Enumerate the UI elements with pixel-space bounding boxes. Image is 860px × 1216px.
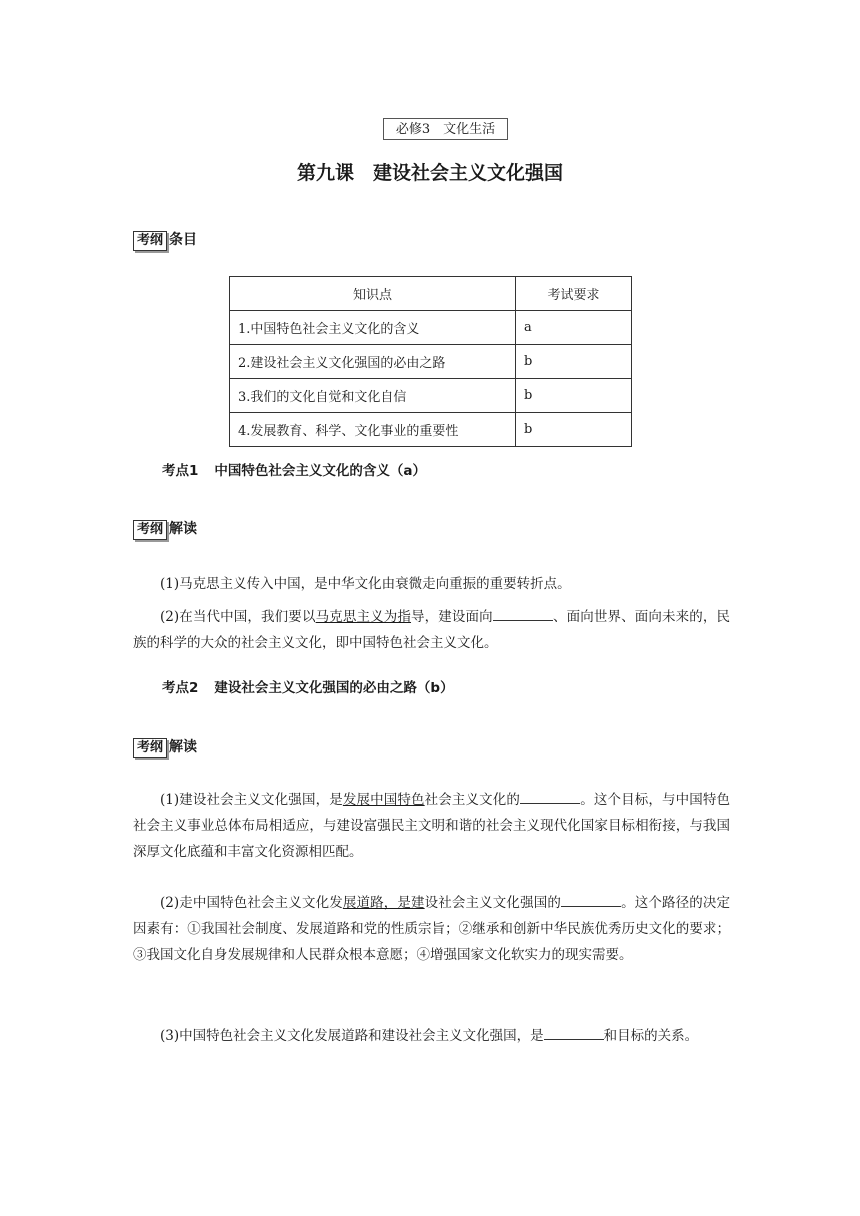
table-cell-knowledge: 4.发展教育、科学、文化事业的重要性: [230, 413, 516, 447]
fill-blank[interactable]: [544, 1025, 604, 1040]
point2-paragraph-1: (1)建设社会主义文化强国，是发展中国特色社会主义文化的 。这个目标，与中国特色社会主义事业总体布局相适应，与建设富强民主文明和谐的社会主义现代化国家目标相衔接，与我国深厚文化底蕴和丰富文化资源相匹配。: [133, 787, 730, 865]
point2-title: 建设社会主义文化强国的必由之路（b）: [214, 680, 454, 696]
table-row: [230, 413, 632, 447]
syllabus-heading-label: 条目: [169, 232, 198, 248]
table-header-row: [230, 277, 632, 311]
point2-reading-heading: [133, 736, 197, 758]
syllabus-table: [229, 276, 632, 447]
column-header-requirement: 考试要求: [516, 277, 632, 311]
point2-heading: [162, 676, 454, 696]
table-cell-requirement: b: [516, 345, 632, 379]
fill-blank[interactable]: [561, 892, 621, 907]
point2-number: 考点2: [162, 680, 199, 696]
point1-reading-heading: [133, 518, 197, 540]
point2-paragraph-3: (3)中国特色社会主义文化发展道路和建设社会主义文化强国，是 和目标的关系。: [133, 1023, 730, 1049]
fill-blank[interactable]: [520, 789, 580, 804]
table-cell-knowledge: 2.建设社会主义文化强国的必由之路: [230, 345, 516, 379]
point1-paragraph-2: (2)在当代中国，我们要以马克思主义为指导，建设面向 、面向世界、面向未来的，民族的科学的大众的社会主义文化，即中国特色社会主义文化。: [133, 604, 730, 656]
table-cell-requirement: b: [516, 379, 632, 413]
table-cell-requirement: b: [516, 413, 632, 447]
point1-title: 中国特色社会主义文化的含义（a）: [214, 463, 427, 479]
table-row: [230, 311, 632, 345]
point1-reading-badge: 考纲: [133, 520, 167, 540]
table-cell-requirement: a: [516, 311, 632, 345]
fill-blank[interactable]: [493, 606, 553, 621]
point2-reading-label: 解读: [169, 739, 198, 755]
textbook-tag: 必修3 文化生活: [383, 118, 508, 140]
syllabus-heading: [133, 229, 197, 251]
table-row: [230, 345, 632, 379]
point1-number: 考点1: [162, 463, 199, 479]
syllabus-badge: 考纲: [133, 231, 167, 251]
point1-reading-label: 解读: [169, 521, 198, 537]
column-header-knowledge: 知识点: [230, 277, 516, 311]
point2-reading-badge: 考纲: [133, 738, 167, 758]
table-row: [230, 379, 632, 413]
lesson-title: 第九课 建设社会主义文化强国: [296, 162, 563, 184]
table-cell-knowledge: 1.中国特色社会主义文化的含义: [230, 311, 516, 345]
point2-paragraph-2: (2)走中国特色社会主义文化发展道路，是建设社会主义文化强国的 。这个路径的决定因素有：①我国社会制度、发展道路和党的性质宗旨；②继承和创新中华民族优秀历史文化的要求；③我国文化自身发展规律和人民群众根本意愿；④增强国家文化软实力的现实需要。: [133, 890, 730, 968]
point1-paragraph-1: (1)马克思主义传入中国，是中华文化由衰微走向重振的重要转折点。: [160, 576, 571, 592]
point1-heading: [162, 459, 426, 479]
table-cell-knowledge: 3.我们的文化自觉和文化自信: [230, 379, 516, 413]
